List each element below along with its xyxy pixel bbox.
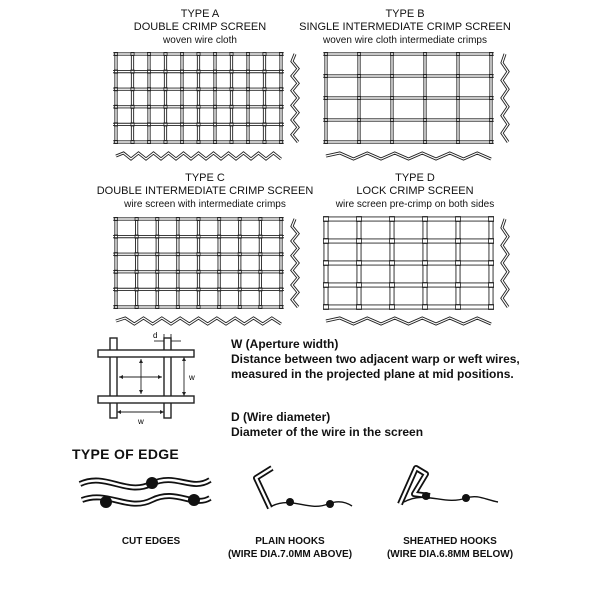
type-d-caption — [305, 172, 525, 211]
type-c-label: TYPE C — [185, 172, 225, 184]
type-d-name: LOCK CRIMP SCREEN — [356, 185, 474, 197]
plain-hooks-label: PLAIN HOOKS — [255, 536, 325, 547]
type-c-name: DOUBLE INTERMEDIATE CRIMP SCREEN — [96, 185, 314, 197]
type-of-edge-heading: TYPE OF EDGE — [72, 446, 180, 462]
sheathed-hook-illustration — [386, 460, 506, 520]
type-a-name: DOUBLE CRIMP SCREEN — [133, 21, 267, 33]
w-dimension-label-bottom: w — [138, 417, 144, 426]
d-dimension-label: d — [153, 331, 158, 340]
type-b-label: TYPE B — [385, 8, 425, 20]
type-a-label: TYPE A — [180, 8, 220, 20]
type-c-mesh-illustration — [112, 215, 302, 325]
wire-diameter-title: D (Wire diameter) — [231, 410, 331, 424]
cut-edges-caption — [96, 535, 206, 548]
type-c-caption — [90, 172, 320, 211]
type-b-caption — [290, 8, 520, 47]
type-a-desc: woven wire cloth — [163, 35, 237, 46]
type-b-name: SINGLE INTERMEDIATE CRIMP SCREEN — [299, 21, 511, 33]
weft-wire-top — [98, 350, 194, 357]
plain-hooks-note: (WIRE DIA.7.0MM ABOVE) — [227, 549, 353, 560]
type-a-mesh-illustration — [112, 50, 302, 160]
weft-wire-bottom — [98, 396, 194, 403]
aperture-title: W (Aperture width) — [231, 337, 339, 351]
sheathed-hooks-caption — [365, 535, 535, 561]
plain-hooks-caption — [215, 535, 365, 561]
type-d-mesh-illustration — [322, 215, 512, 325]
cut-edges-label: CUT EDGES — [121, 536, 181, 547]
wire-diameter-text: Diameter of the wire in the screen — [231, 425, 424, 439]
type-d-label: TYPE D — [395, 172, 435, 184]
sheathed-hooks-label: SHEATHED HOOKS — [403, 536, 497, 547]
aperture-text: Distance between two adjacent warp or weft wires, measured in the projected plane at mid positions. — [231, 352, 520, 381]
type-b-mesh-illustration — [322, 50, 512, 160]
type-c-desc: wire screen with intermediate crimps — [124, 199, 286, 210]
cut-edge-illustration — [76, 470, 216, 520]
plain-hook-illustration — [238, 460, 358, 520]
aperture-definition — [231, 337, 561, 382]
w-dimension-label-right: w — [189, 373, 195, 382]
type-a-caption — [100, 8, 300, 47]
aperture-diagram — [92, 330, 204, 426]
wire-diameter-definition — [231, 410, 561, 440]
sheathed-hooks-note: (WIRE DIA.6.8MM BELOW) — [386, 549, 514, 560]
type-d-desc: wire screen pre-crimp on both sides — [335, 199, 495, 210]
type-b-desc: woven wire cloth intermediate crimps — [323, 35, 487, 46]
